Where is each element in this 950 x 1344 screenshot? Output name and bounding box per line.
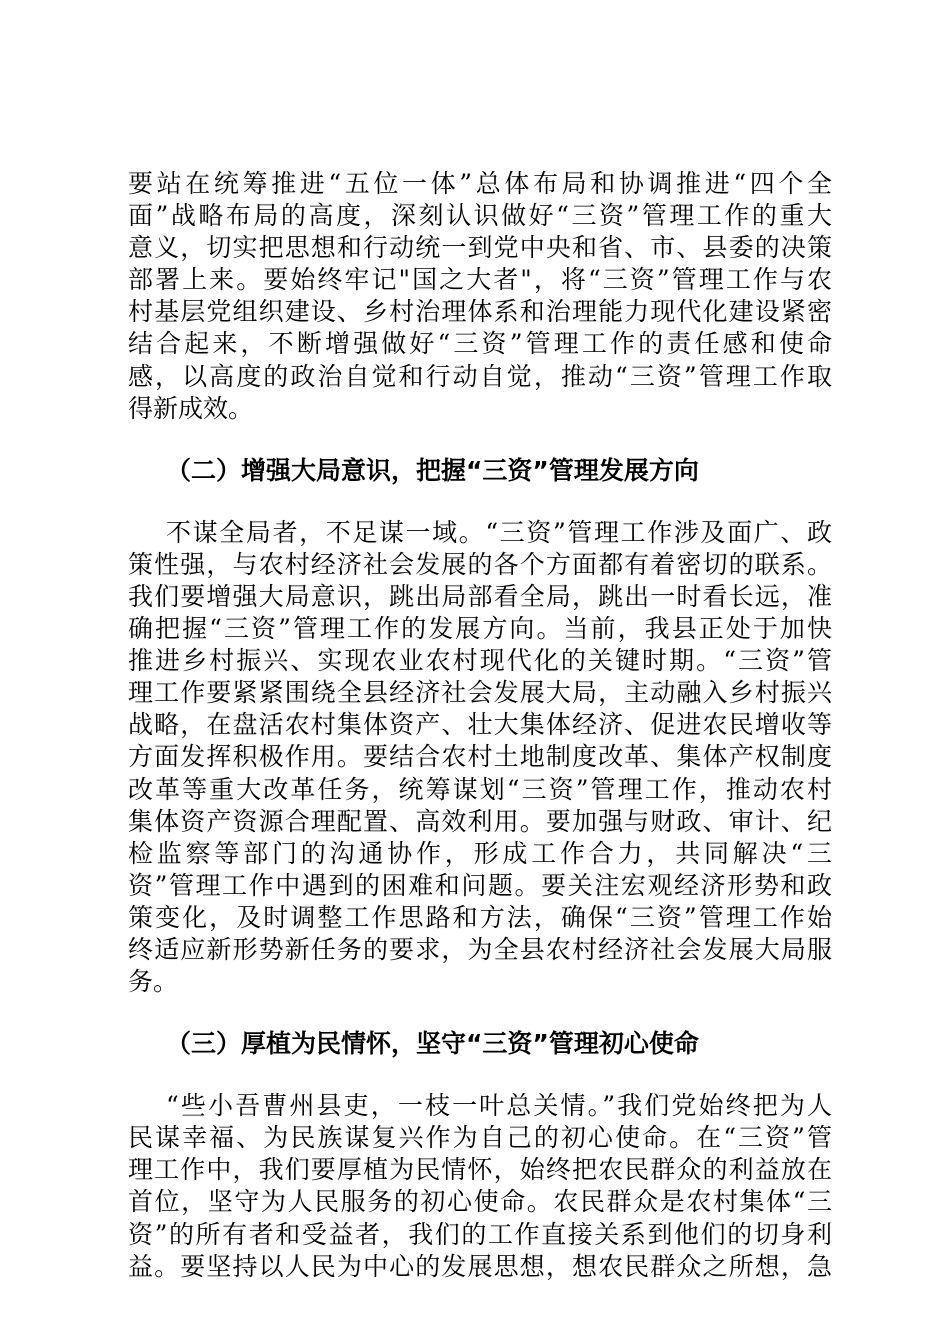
text-line: 感，以高度的政治自觉和行动自觉，推动“三资”管理工作取 xyxy=(128,361,832,391)
section-heading-2: （二）增强大局意识，把握“三资”管理发展方向 xyxy=(166,455,699,485)
text-line: 资”管理工作中遇到的困难和问题。要关注宏观经济形势和政 xyxy=(128,870,832,900)
text-line: 部署上来。要始终牢记"国之大者"，将“三资”管理工作与农 xyxy=(128,265,832,295)
text-line: 策性强，与农村经济社会发展的各个方面都有着密切的联系。 xyxy=(128,549,832,579)
text-line: 终适应新形势新任务的要求，为全县农村经济社会发展大局服 xyxy=(128,934,832,964)
text-line: 得新成效。 xyxy=(128,393,254,423)
text-line: 策变化，及时调整工作思路和方法，确保“三资”管理工作始 xyxy=(128,902,832,932)
text-line: 民谋幸福、为民族谋复兴作为自己的初心使命。在“三资”管 xyxy=(128,1123,832,1153)
paragraph-1 xyxy=(128,168,832,425)
text-line: 我们要增强大局意识，跳出局部看全局，跳出一时看长远，准 xyxy=(128,581,832,611)
text-line: 战略，在盘活农村集体资产、壮大集体经济、促进农民增收等 xyxy=(128,710,832,740)
text-line: 务。 xyxy=(128,967,179,997)
text-line: 资”的所有者和受益者，我们的工作直接关系到他们的切身利 xyxy=(128,1219,832,1249)
text-line: 不谋全局者，不足谋一域。“三资”管理工作涉及面广、政 xyxy=(166,517,832,547)
text-line: 检监察等部门的沟通协作，形成工作合力，共同解决“三 xyxy=(128,838,832,868)
text-line: 集体资产资源合理配置、高效利用。要加强与财政、审计、纪 xyxy=(128,806,832,836)
text-line: 村基层党组织建设、乡村治理体系和治理能力现代化建设紧密 xyxy=(128,297,832,327)
text-line: 要站在统筹推进“五位一体”总体布局和协调推进“四个全 xyxy=(128,169,832,198)
text-line: 理工作中，我们要厚植为民情怀，始终把农民群众的利益放在 xyxy=(128,1155,832,1185)
text-line: 面”战略布局的高度，深刻认识做好“三资”管理工作的重大 xyxy=(128,201,832,231)
text-line: “些小吾曹州县吏，一枝一叶总关情。”我们党始终把为人 xyxy=(166,1091,832,1121)
text-line: 结合起来，不断增强做好“三资”管理工作的责任感和使命 xyxy=(128,329,832,359)
paragraph-3 xyxy=(128,1090,832,1283)
paragraph-2 xyxy=(128,517,832,998)
text-line: 首位，坚守为人民服务的初心使命。农民群众是农村集体“三 xyxy=(128,1187,832,1217)
section-heading-3: （三）厚植为民情怀，坚守“三资”管理初心使命 xyxy=(166,1029,699,1059)
text-line: 确把握“三资”管理工作的发展方向。当前，我县正处于加快 xyxy=(128,614,832,644)
text-line: 益。要坚持以人民为中心的发展思想，想农民群众之所想，急 xyxy=(128,1251,832,1281)
document-body xyxy=(128,168,832,1283)
text-line: 理工作要紧紧围绕全县经济社会发展大局，主动融入乡村振兴 xyxy=(128,678,832,708)
text-line: 改革等重大改革任务，统筹谋划“三资”管理工作，推动农村 xyxy=(128,774,832,804)
text-line: 意义，切实把思想和行动统一到党中央和省、市、县委的决策 xyxy=(128,233,832,263)
text-line: 方面发挥积极作用。要结合农村土地制度改革、集体产权制度 xyxy=(128,742,832,772)
text-line: 推进乡村振兴、实现农业农村现代化的关键时期。“三资”管 xyxy=(128,646,832,676)
